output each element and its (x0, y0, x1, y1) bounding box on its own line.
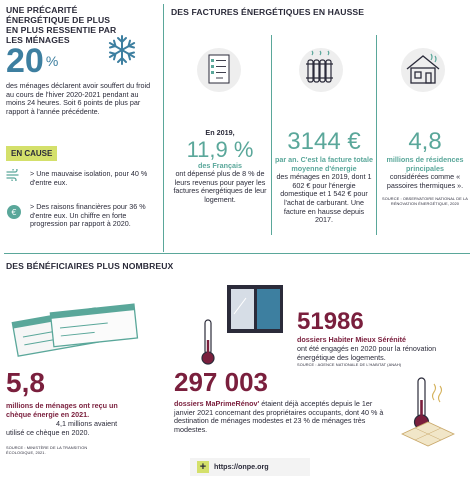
factures-heading: DES FACTURES ÉNERGÉTIQUES EN HAUSSE (171, 7, 365, 17)
mpr-highlight: dossiers MaPrimeRénov' (174, 399, 260, 408)
footer-bar (190, 458, 310, 476)
col3-text: considérées comme « passoires thermiques ». (386, 172, 464, 190)
vertical-divider (163, 4, 164, 252)
col1-highlight: des Français (198, 160, 242, 170)
radiator-icon (298, 47, 344, 93)
beneficiaires-heading: DES BÉNÉFICIAIRES PLUS NOMBREUX (6, 261, 174, 271)
col3-source: SOURCE : OBSERVATOIRE NATIONAL DE LA RÉNOVATION ÉNERGÉTIQUE, 2020 (382, 196, 468, 207)
house-icon (400, 47, 446, 93)
big-percent-unit: % (45, 53, 59, 69)
snowflake-icon (106, 34, 138, 66)
left-heading: UNE PRÉCARITÉ ÉNERGÉTIQUE DE PLUS EN PLUS RESSENTIE PAR LES MÉNAGES (6, 5, 117, 45)
cause-financial: > Des raisons financières pour 36 % d'entre eux. Un chiffre en forte progression par rapport à 2020. (30, 202, 146, 229)
habiter-text: ont été engagés en 2020 pour la rénovation énergétique des logements. (297, 344, 437, 362)
col2-text: des ménages en 2019, dont 1 602 € pour l'énergie domestique et 1 542 € pour l'achat de carburant. Une facture en hausse depuis 2017. (276, 172, 372, 225)
bill-icon (196, 47, 242, 93)
habiter-source: SOURCE : AGENCE NATIONALE DE L'HABITAT (ANAH) (297, 362, 402, 367)
col2-number: 3144 € (287, 128, 361, 155)
window-icon (226, 284, 284, 334)
thermometer-icon (200, 318, 216, 366)
col1-number: 11,9 % (186, 136, 254, 162)
cheque-text: 4,1 millions avaient utilisé ce chèque en 2020. (6, 419, 118, 437)
svg-text:€: € (11, 208, 17, 217)
col-divider-2 (376, 35, 377, 235)
coins-icon (6, 204, 22, 220)
plus-icon: + (197, 461, 209, 473)
cheque-highlight: millions de ménages ont reçu un chèque énergie en 2021. (6, 401, 118, 419)
col1-text: ont dépensé plus de 8 % de leurs revenus pour payer les factures énergétiques de leur logement. (173, 169, 267, 204)
cheque-number: 5,8 (6, 367, 45, 398)
heat-icon (398, 374, 458, 450)
mpr-number: 297 003 (174, 367, 268, 397)
col-divider-1 (271, 35, 272, 235)
footer-link[interactable]: https://onpe.org (214, 462, 269, 471)
wind-icon (6, 169, 20, 181)
col2-highlight: par an. C'est la facture totale moyenne d'énergie (275, 155, 373, 173)
habiter-highlight: dossiers Habiter Mieux Sérénité (297, 335, 407, 344)
cheque-source: SOURCE : MINISTÈRE DE LA TRANSITION ÉCOLOGIQUE, 2021. (6, 445, 88, 455)
horizontal-divider (4, 253, 470, 254)
col1-year: En 2019, (205, 128, 235, 137)
cheque-icon (8, 296, 140, 358)
cause-isolation: > Une mauvaise isolation, pour 40 % d'entre eux. (30, 169, 148, 187)
habiter-number: 51986 (297, 308, 364, 335)
col3-number: 4,8 (408, 128, 442, 155)
big-percent-number: 20 (6, 42, 44, 80)
mpr-text: étaient déjà acceptés depuis le 1er janvier 2021 concernant des propriétaires occupants, dont 40 % à destination de ménages modestes et 23 % de ménages très modestes. (174, 399, 384, 434)
col3-highlight: millions de résidences principales (386, 155, 464, 173)
left-text: des ménages déclarent avoir souffert du froid au cours de l'hiver 2020-2021 pendant au moins 24 heures. Soit 6 points de plus par rapport à l'année précédente. (6, 81, 151, 116)
en-cause-badge: EN CAUSE (6, 146, 57, 161)
